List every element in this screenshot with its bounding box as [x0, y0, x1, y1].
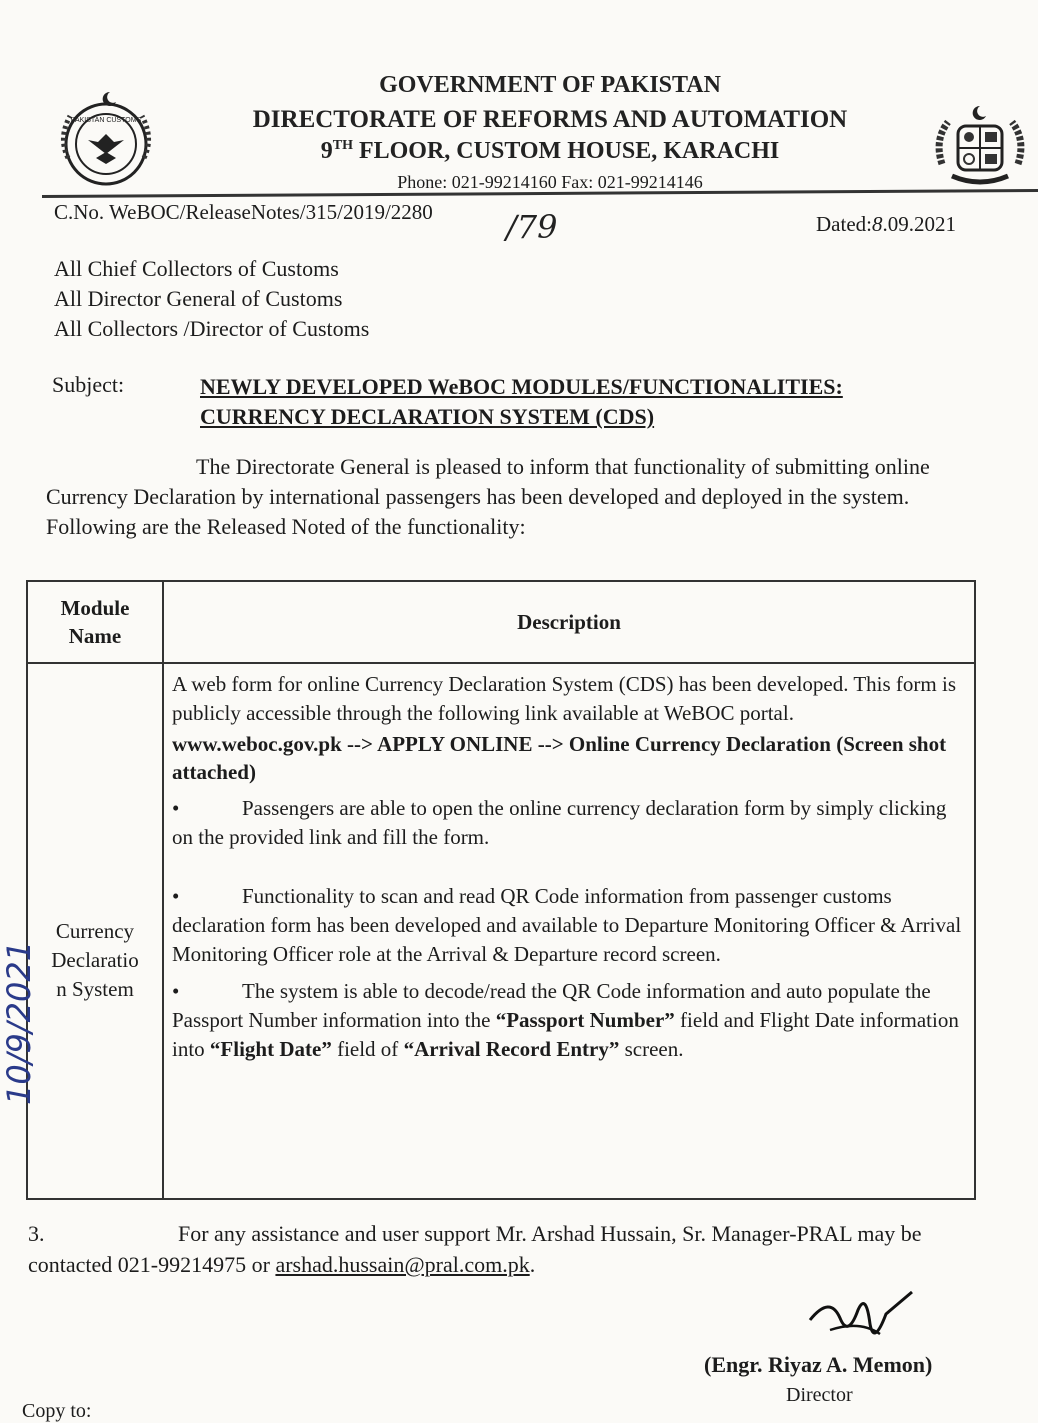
copy-to-label: Copy to: [22, 1400, 92, 1422]
header-module-line-1: Module [60, 596, 130, 620]
bullet-icon: • [172, 884, 180, 908]
dated-label: Dated: [816, 212, 872, 236]
module-line-2: Declaratio [51, 948, 139, 972]
paragraph-number: 3. [28, 1221, 45, 1246]
floor-suffix: TH [332, 138, 353, 153]
subject-line-2: CURRENCY DECLARATION SYSTEM (CDS) [200, 404, 655, 429]
dated-month-year: .09.2021 [882, 212, 956, 236]
module-line-1: Currency [55, 919, 135, 943]
signature [800, 1290, 920, 1350]
screen-arrival-record-entry: “Arrival Record Entry” [403, 1037, 620, 1061]
table-row [27, 663, 975, 1199]
recipient: All Collectors /Director of Customs [54, 316, 370, 341]
letterhead-address [250, 138, 850, 165]
bullet-text: Passengers are able to open the online currency declaration form by simply clicking on the provided link and fill the form. [172, 796, 947, 849]
bullet-text: field and Flight Date information into [172, 1008, 959, 1061]
letterhead-phone: Phone: 021-99214160 Fax: 021-99214146 [397, 172, 703, 192]
reference-number: C.No. WeBOC/ReleaseNotes/315/2019/2280 [54, 200, 433, 224]
support-text: For any assistance and user support Mr. Arshad Hussain, Sr. Manager-PRAL may be contacted 021-99214975 or [28, 1221, 922, 1277]
address-text: FLOOR, CUSTOM HOUSE, KARACHI [352, 138, 780, 164]
support-email-link[interactable]: arshad.hussain@pral.com.pk [275, 1252, 530, 1277]
bullet-text: Functionality to scan and read QR Code information from passenger customs declaration form has been developed and available to Departure Monitoring Officer & Arrival Monitoring Officer role at the Arrival & Departure record screen. [172, 884, 962, 966]
description-intro: A web form for online Currency Declaration System (CDS) has been developed. This form is publicly accessible through the following link available at WeBOC portal. [172, 672, 957, 725]
header-module-name [27, 581, 163, 663]
support-text-end: . [529, 1252, 536, 1277]
dated-line [816, 212, 956, 237]
dated-day: 8 [871, 212, 883, 236]
state-emblem-logo [934, 104, 1026, 194]
bullet-icon: • [172, 979, 180, 1003]
table-header-row [27, 581, 975, 663]
handwritten-serial: /79 [506, 208, 558, 246]
subject-label: Subject: [52, 372, 125, 397]
bullet-item [172, 977, 964, 1064]
bullet-text: screen. [619, 1037, 684, 1061]
intro-text: The Directorate General is pleased to inform that functionality of submitting online Currency Declaration by international passengers has been developed and deployed in the system. Following are the Released Noted of the functionality: [46, 454, 930, 539]
header-description: Description [163, 581, 975, 663]
intro-paragraph [46, 452, 994, 542]
floor-number: 9 [320, 138, 333, 164]
module-line-3: n System [56, 977, 134, 1001]
logo-left-text: PAKISTAN CUSTOMS [70, 117, 142, 124]
letterhead-government: GOVERNMENT OF PAKISTAN [379, 72, 721, 98]
subject-text [200, 372, 843, 432]
recipient: All Director General of Customs [54, 286, 343, 311]
margin-date-text: 10/9/2021 [0, 940, 38, 1105]
signatory-name: (Engr. Riyaz A. Memon) [704, 1352, 933, 1377]
support-paragraph [28, 1218, 988, 1280]
bullet-item [172, 794, 964, 852]
margin-handwritten-date [0, 900, 42, 1110]
recipient: All Chief Collectors of Customs [54, 256, 339, 281]
bullet-item [172, 882, 964, 969]
letterhead-directorate: DIRECTORATE OF REFORMS AND AUTOMATION [252, 106, 848, 133]
module-name-cell [27, 663, 163, 1199]
bullet-text: The system is able to decode/read the QR Code information and auto populate the Passport Number information into the [172, 979, 931, 1032]
portal-link-path: www.weboc.gov.pk --> APPLY ONLINE --> Online Currency Declaration (Screen shot attached) [172, 732, 947, 784]
bullet-text: field of [331, 1037, 404, 1061]
subject-line-1: NEWLY DEVELOPED WeBOC MODULES/FUNCTIONALITIES: [200, 374, 843, 399]
bullet-icon: • [172, 796, 180, 820]
header-module-line-2: Name [68, 624, 122, 648]
pakistan-customs-logo [50, 88, 162, 188]
signatory-designation: Director [786, 1384, 853, 1406]
field-passport-number: “Passport Number” [495, 1008, 675, 1032]
field-flight-date: “Flight Date” [209, 1037, 332, 1061]
description-cell [163, 663, 975, 1199]
release-notes-table [26, 580, 976, 1200]
